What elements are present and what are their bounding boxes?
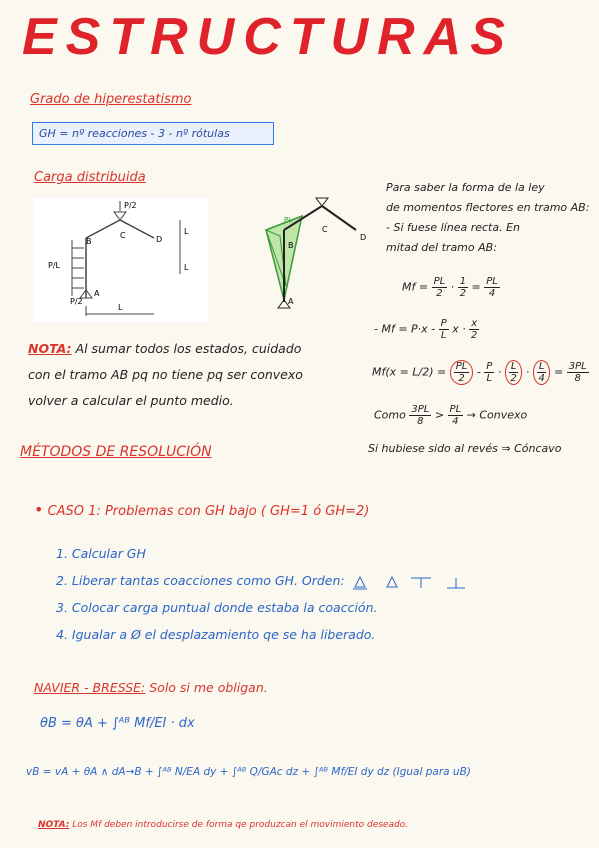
como-a-den: 8 <box>417 416 424 427</box>
mf2-f1-den: L <box>440 330 447 341</box>
navier-eq-2-text: vB = vA + θA ∧ dA→B + ∫ᴬᴮ N/EA dy + ∫ᴬᴮ Q/GAc dz + ∫ᴬᴮ Mf/EI dy dz <box>26 766 390 778</box>
heading-hiperestatismo: Grado de hiperestatismo <box>30 92 192 107</box>
mf1-t1-den: 2 <box>436 288 443 299</box>
fig2-label-pl: PL <box>284 216 293 224</box>
nota-line-1: Al sumar todos los estados, cuidado <box>75 341 302 356</box>
mf3-c-den: 2 <box>510 373 517 384</box>
right-notes <box>386 178 596 258</box>
mf3-a-den: 2 <box>458 373 465 384</box>
right-line-1: Para saber la forma de la ley <box>386 181 545 194</box>
fig1-label-pl: P/L <box>48 261 60 270</box>
mf2-mid: x · <box>452 322 466 336</box>
gh-formula-box: GH = nº reacciones - 3 - nº rótulas <box>32 122 274 145</box>
step-4: 4. Igualar a Ø el desplazamiento qe se ha liberado. <box>56 627 376 642</box>
concavo-line: Si hubiese sido al revés ⇒ Cóncavo <box>368 442 562 455</box>
support-types-icons <box>349 574 469 590</box>
mf2-lhs: - Mf = P·x - <box>374 322 436 336</box>
fig1-label-c: C <box>120 231 126 240</box>
mf3-b-den: L <box>486 373 493 384</box>
mf1-lhs: Mf = <box>402 280 429 294</box>
mf-equation-2 <box>374 318 479 341</box>
fig1-label-l-bottom: L <box>118 303 123 312</box>
como-b-num: PL <box>449 404 462 415</box>
mf2-f2-num: x <box>471 318 478 329</box>
mf1-t2-den: 2 <box>459 288 467 299</box>
mf3-r-den: 8 <box>574 373 581 384</box>
nota-block <box>28 336 348 414</box>
fig2-label-c: C <box>322 225 328 234</box>
mf3-r-num: 3PL <box>568 361 587 372</box>
step-1: 1. Calcular GH <box>56 546 146 561</box>
mf3-lhs: Mf(x = L/2) = <box>372 365 447 379</box>
nota-line-2: con el tramo AB pq no tiene pq ser convexo <box>28 367 303 382</box>
fig2-label-b: B <box>288 241 294 250</box>
nota-final-label: NOTA: <box>38 820 70 830</box>
step-3: 3. Colocar carga puntual donde estaba la coacción. <box>56 600 378 615</box>
mf1-t3-num: PL <box>486 276 498 287</box>
right-line-2: de momentos flectores en tramo AB: <box>386 201 590 214</box>
fig1-label-b: B <box>86 237 92 246</box>
moment-diagram <box>262 190 372 314</box>
navier-eq-1: θB = θA + ∫ᴬᴮ Mf/EI · dx <box>40 716 195 731</box>
caso1-line: • CASO 1: Problemas con GH bajo ( GH=1 ó GH=2) <box>34 500 370 519</box>
como-line: Como $\frac{3PL}{8}$ > $\frac{PL}{4}$ → Convexo <box>374 404 528 427</box>
nota-line-3: volver a calcular el punto medio. <box>28 393 234 408</box>
navier-heading-line <box>34 680 268 695</box>
mf1-t1-num: PL <box>433 276 446 287</box>
fig2-label-d: D <box>360 233 367 242</box>
mf3-b-num: P <box>486 361 493 372</box>
steps-list <box>56 540 469 648</box>
mf3-d-num: L <box>538 361 545 372</box>
navier-heading: NAVIER - BRESSE: <box>34 680 146 695</box>
heading-carga-distribuida: Carga distribuida <box>34 170 146 185</box>
right-line-4: mitad del tramo AB: <box>386 241 497 254</box>
mf1-t2-num: 1 <box>459 276 467 287</box>
step-2-text: 2. Liberar tantas coacciones como GH. Orden: <box>56 573 345 588</box>
figure-moment-diagram <box>262 190 372 314</box>
fig1-label-l1: L <box>184 227 189 236</box>
fig1-label-d: D <box>156 235 163 244</box>
mf3-c-num: L <box>510 361 517 372</box>
mf1-t3-den: 4 <box>488 288 496 299</box>
right-line-3: - Si fuese línea recta. En <box>386 221 521 234</box>
figure-structure-loads <box>34 198 208 322</box>
como-b-den: 4 <box>452 416 459 427</box>
mf2-f2-den: 2 <box>470 330 478 341</box>
fig1-label-p2-bottom: P/2 <box>70 297 83 306</box>
fig1-label-a: A <box>94 289 100 298</box>
structure-loads-diagram <box>34 198 208 322</box>
caso1-text: CASO 1: Problemas con GH bajo ( GH=1 ó GH=2) <box>47 504 370 519</box>
heading-metodos: MÉTODOS DE RESOLUCIÓN <box>20 444 212 460</box>
mf3-a-num: PL <box>455 361 468 372</box>
mf2-f1-num: P <box>440 318 447 329</box>
mf-equation-3: Mf(x = L/2) = $\frac{PL}{2}$ - $\frac{P}{L}$ · $\frac{L}{2}$ · $\frac{L}{4}$ = $\frac{3PL}{8}$ <box>372 361 587 384</box>
fig2-label-a: A <box>288 297 294 306</box>
convexo-label: → Convexo <box>466 408 528 422</box>
fig1-label-p2-top: P/2 <box>124 201 137 210</box>
fig1-label-l2: L <box>184 263 189 272</box>
nota-final-text: Los Mf deben introducirse de forma qe produzcan el movimiento deseado. <box>72 820 409 830</box>
page-title: ESTRUCTURAS <box>22 8 514 66</box>
como-label: Como <box>374 408 406 422</box>
mf-equation-1: Mf = $\frac{PL}{2}$ · $\frac{1}{2}$ = $\frac{PL}{4}$ <box>402 276 498 299</box>
navier-eq-2 <box>26 766 471 778</box>
mf3-d-den: 4 <box>538 373 545 384</box>
nota-final-line <box>38 820 408 830</box>
navier-eq-2-note: (Igual para uB) <box>392 766 471 778</box>
como-a-num: 3PL <box>411 404 430 415</box>
nota-label: NOTA: <box>28 341 72 356</box>
step-2 <box>56 567 469 594</box>
navier-note: Solo si me obligan. <box>149 680 268 695</box>
